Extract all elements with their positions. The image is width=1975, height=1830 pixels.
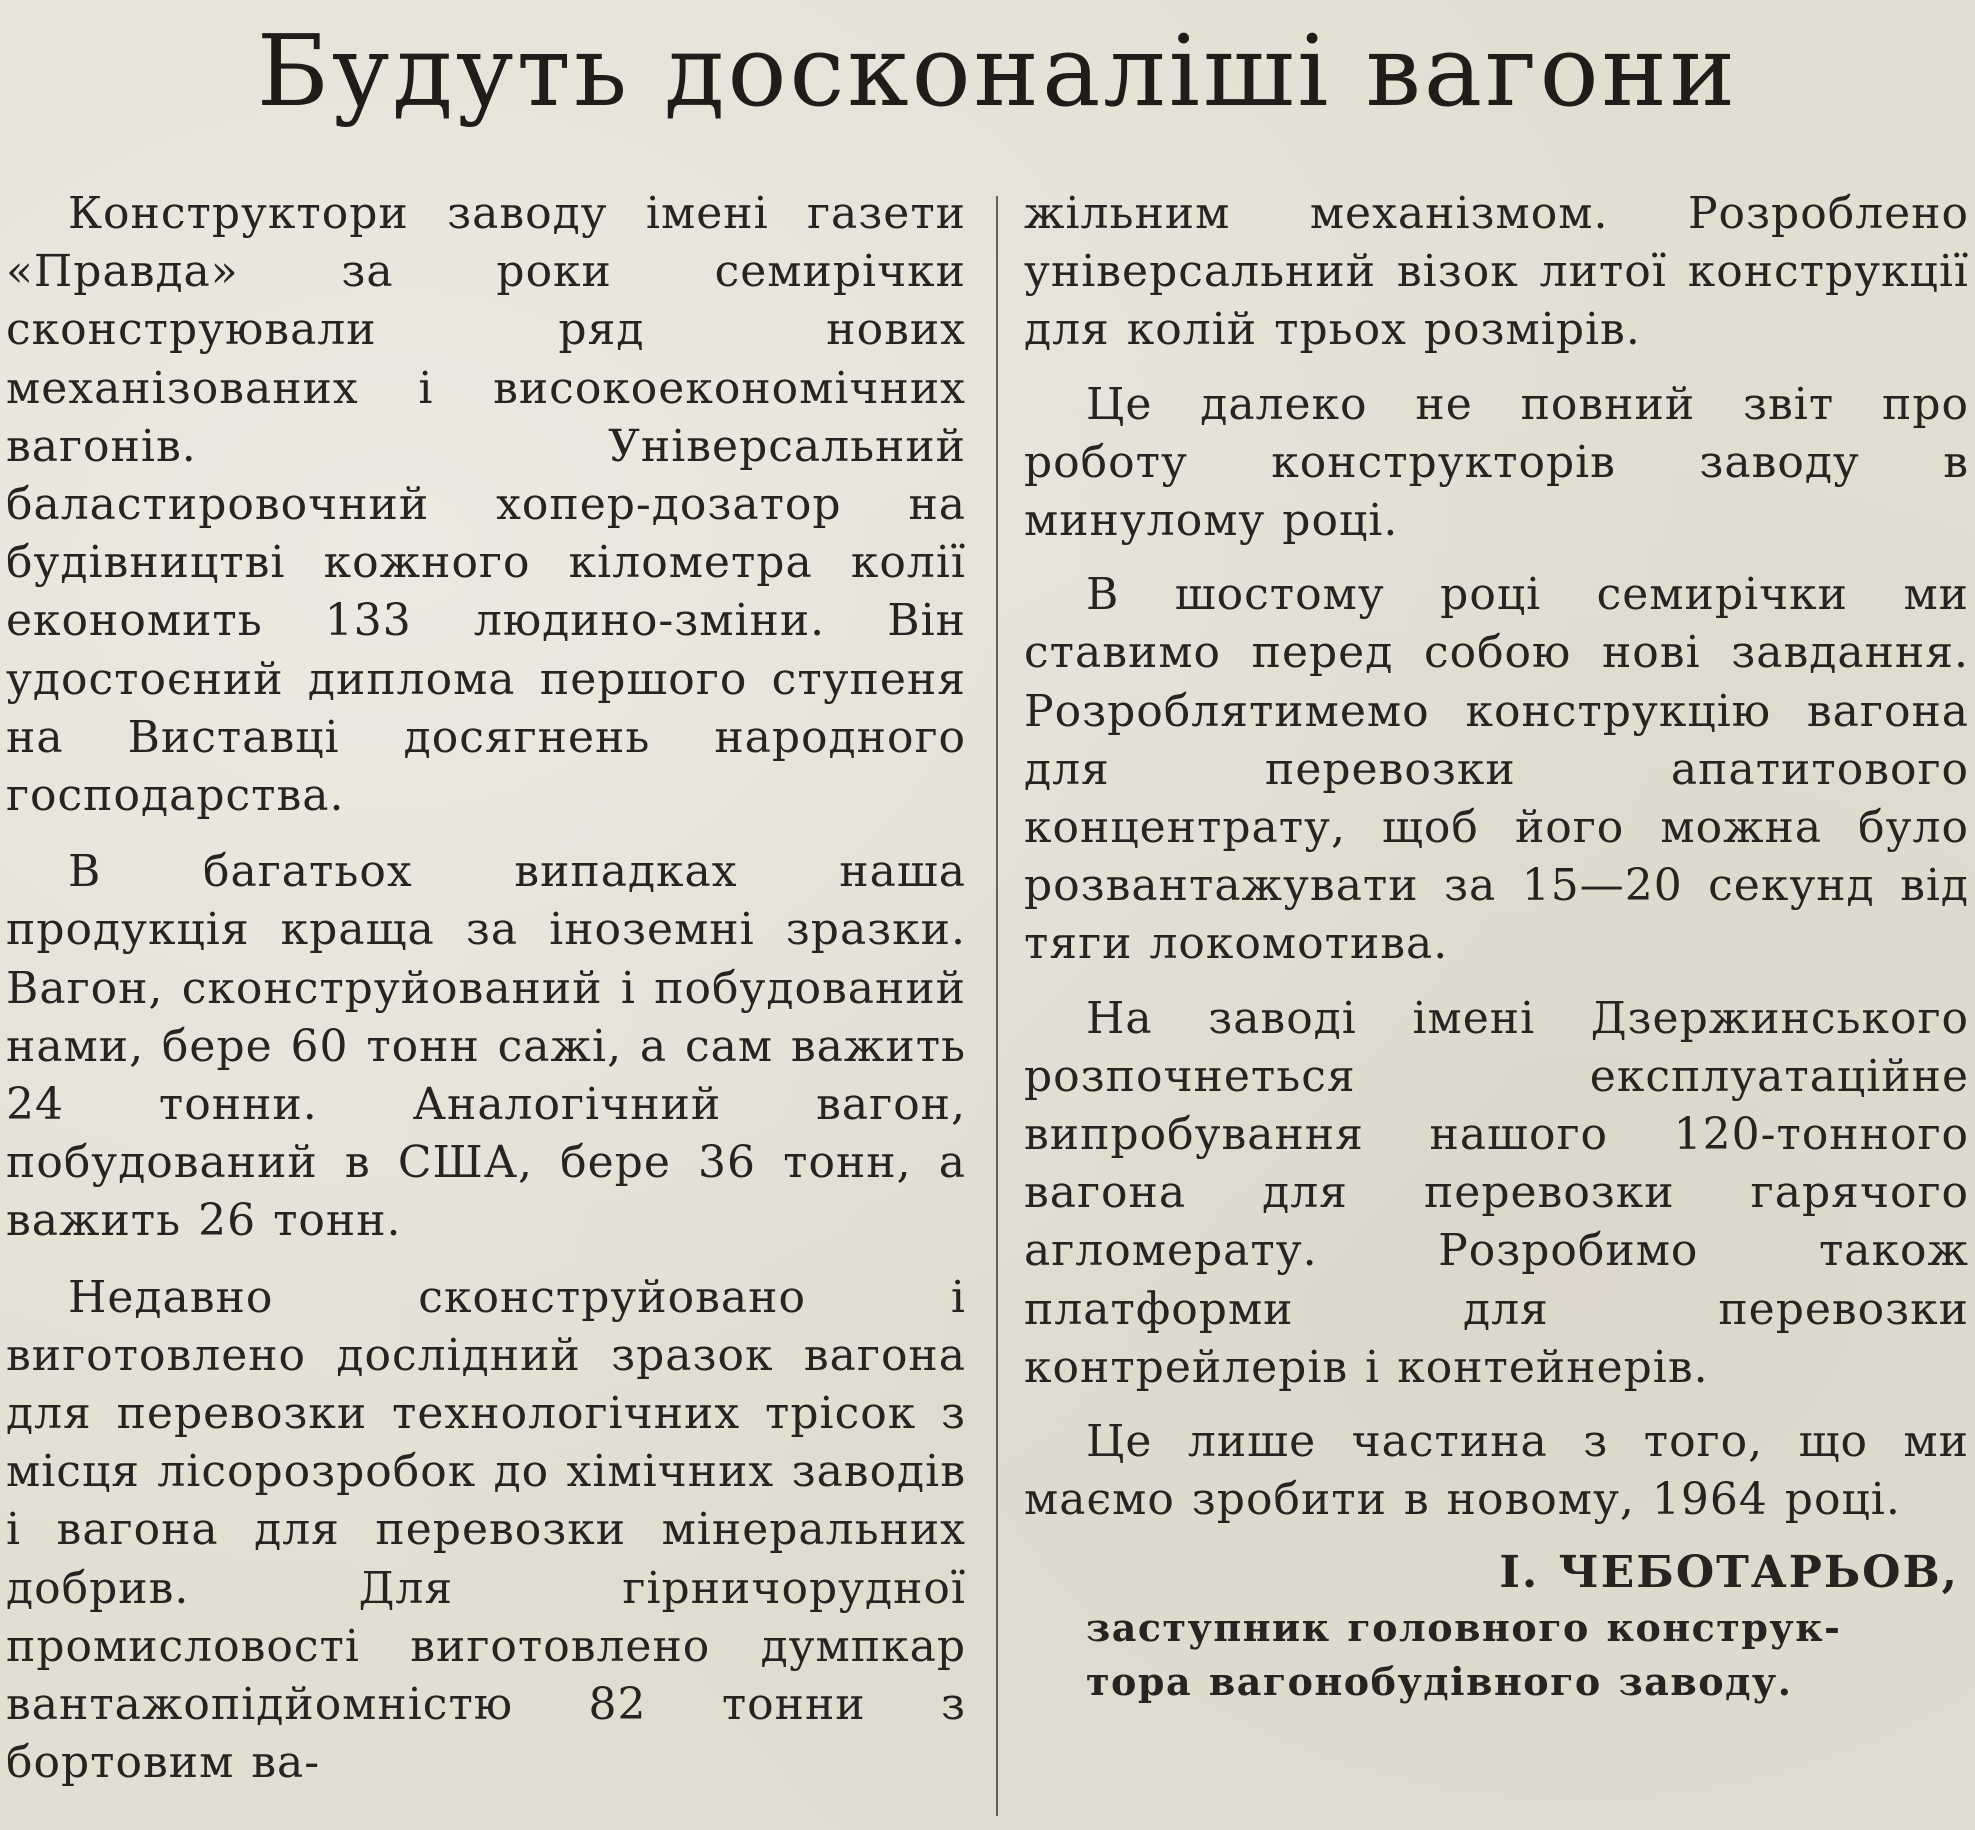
author-title-line-2: тора вагонобудівного заводу. [1086, 1659, 1793, 1705]
paragraph-3: Недавно сконструйовано і виготовлено дослідний зразок вагона для перевозки технологічних трісок з місця лісорозробок до хімічних заводів і вагона для перевозки мінеральних добрив. Для гірничорудної промисловості виготовлено думпкар вантажопідйомністю 82 тонни з бортовим ва- [6, 1271, 966, 1789]
author-title-line-1: заступник головного конструк- [1086, 1605, 1842, 1651]
paragraph-continuation: жільним механізмом. Розроблено універсальний візок литої конструкції для колій трьох розмірів. [1024, 188, 1969, 356]
paragraph-1: Конструктори заводу імені газети «Правда» за роки семирічки сконструювали ряд нових механізованих і високоекономічних вагонів. Універсальний баластировочний хопер-дозатор на будівництві кожного кілометра колії економить 133 людино-зміни. Він удостоєний диплома першого ступеня на Виставці досягнень народного господарства. [6, 188, 966, 822]
paragraph-4: Це далеко не повний звіт про роботу конструкторів заводу в минулому році. [1024, 378, 1969, 547]
article-headline: Будуть досконаліші вагони [256, 15, 1739, 129]
paragraph-2: В багатьох випадках наша продукція краща за іноземні зразки. Вагон, сконструйований і побудований нами, бере 60 тонн сажі, а сам важить 24 тонни. Аналогічний вагон, побудований в США, бере 36 тонн, а важить 26 тонн. [6, 846, 966, 1247]
left-column [6, 185, 966, 1792]
paragraph-5: В шостому році семирічки ми ставимо перед собою нові завдання. Розроблятимемо конструкцію вагона для перевозки апатитового концентрату, щоб його можна було розвантажувати за 15—20 секунд від тяги локомотива. [1024, 569, 1969, 970]
author-name: І. ЧЕБОТАРЬОВ, [1499, 1547, 1959, 1599]
right-column [1024, 185, 1969, 1709]
paragraph-7: Це лише частина з того, що ми маємо зробити в новому, 1964 році. [1024, 1416, 1969, 1526]
column-divider [996, 196, 998, 1816]
paragraph-6: На заводі імені Дзержинського розпочнеться експлуатаційне випробування нашого 120-тонного вагона для перевозки гарячого агломерату. Розробимо також платформи для перевозки контрейлерів і контейнерів. [1024, 992, 1969, 1393]
author-title [1024, 1601, 1969, 1709]
